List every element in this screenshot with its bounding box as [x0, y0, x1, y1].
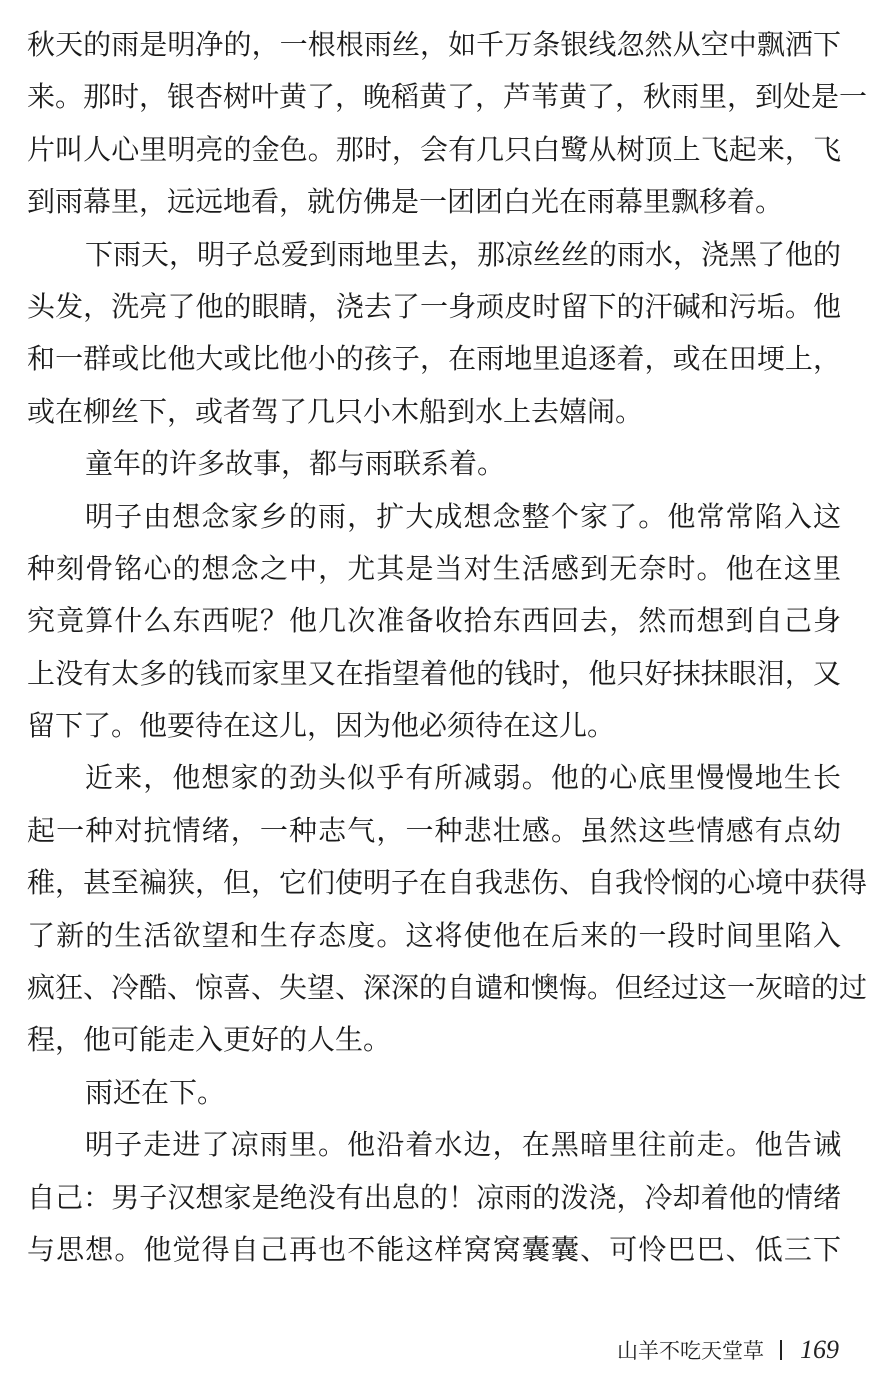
text-line: 和一群或比他大或比他小的孩子，在雨地里追逐着，或在田埂上， — [27, 342, 841, 376]
text-line: 头发，洗亮了他的眼睛，浇去了一身顽皮时留下的汗碱和污垢。他 — [27, 289, 841, 323]
text-line: 来。那时，银杏树叶黄了，晚稻黄了，芦苇黄了，秋雨里，到处是一 — [27, 80, 868, 114]
text-line: 疯狂、冷酷、惊喜、失望、深深的自谴和懊悔。但经过这一灰暗的过 — [27, 971, 868, 1005]
page-footer — [617, 1330, 839, 1370]
text-line: 明子由想念家乡的雨，扩大成想念整个家了。他常常陷入这 — [85, 499, 841, 533]
text-line: 与思想。他觉得自己再也不能这样窝窝囊囊、可怜巴巴、低三下 — [27, 1232, 841, 1266]
text-line: 近来，他想家的劲头似乎有所减弱。他的心底里慢慢地生长 — [85, 761, 841, 795]
text-line: 到雨幕里，远远地看，就仿佛是一团团白光在雨幕里飘移着。 — [27, 185, 784, 219]
text-line: 留下了。他要待在这儿，因为他必须待在这儿。 — [27, 709, 616, 743]
paragraph — [27, 752, 868, 1066]
text-line: 片叫人心里明亮的金色。那时，会有几只白鹭从树顶上飞起来，飞 — [27, 132, 841, 166]
text-line: 下雨天，明子总爱到雨地里去，那凉丝丝的雨水，浇黑了他的 — [85, 237, 842, 271]
body-text — [27, 19, 868, 1276]
paragraph — [27, 438, 841, 490]
footer-divider — [780, 1340, 782, 1360]
paragraph — [27, 491, 841, 753]
paragraph — [27, 1119, 841, 1276]
text-line: 雨还在下。 — [85, 1075, 226, 1109]
running-title: 山羊不吃天堂草 — [617, 1339, 764, 1363]
text-line: 或在柳丝下，或者驾了几只小木船到水上去嬉闹。 — [27, 394, 644, 428]
text-line: 程，他可能走入更好的人生。 — [27, 1023, 392, 1057]
text-line: 自己：男子汉想家是绝没有出息的！凉雨的泼浇，冷却着他的情绪 — [27, 1180, 841, 1214]
page-number: 169 — [800, 1335, 839, 1364]
text-line: 童年的许多故事，都与雨联系着。 — [85, 447, 506, 481]
text-line: 究竟算什么东西呢？他几次准备收拾东西回去，然而想到自己身 — [27, 604, 841, 638]
paragraph — [27, 229, 841, 439]
text-line: 种刻骨铭心的想念之中，尤其是当对生活感到无奈时。他在这里 — [27, 551, 841, 585]
text-line: 起一种对抗情绪，一种志气，一种悲壮感。虽然这些情感有点幼 — [27, 813, 841, 847]
text-line: 明子走进了凉雨里。他沿着水边，在黑暗里往前走。他告诫 — [85, 1128, 841, 1162]
text-line: 了新的生活欲望和生存态度。这将使他在后来的一段时间里陷入 — [27, 918, 841, 952]
text-line: 上没有太多的钱而家里又在指望着他的钱时，他只好抹抹眼泪，又 — [27, 656, 841, 690]
text-line: 稚，甚至褊狭，但，它们使明子在自我悲伤、自我怜悯的心境中获得 — [27, 866, 868, 900]
paragraph — [27, 19, 868, 229]
paragraph — [27, 1067, 841, 1119]
text-line: 秋天的雨是明净的，一根根雨丝，如千万条银线忽然从空中飘洒下 — [27, 28, 841, 61]
